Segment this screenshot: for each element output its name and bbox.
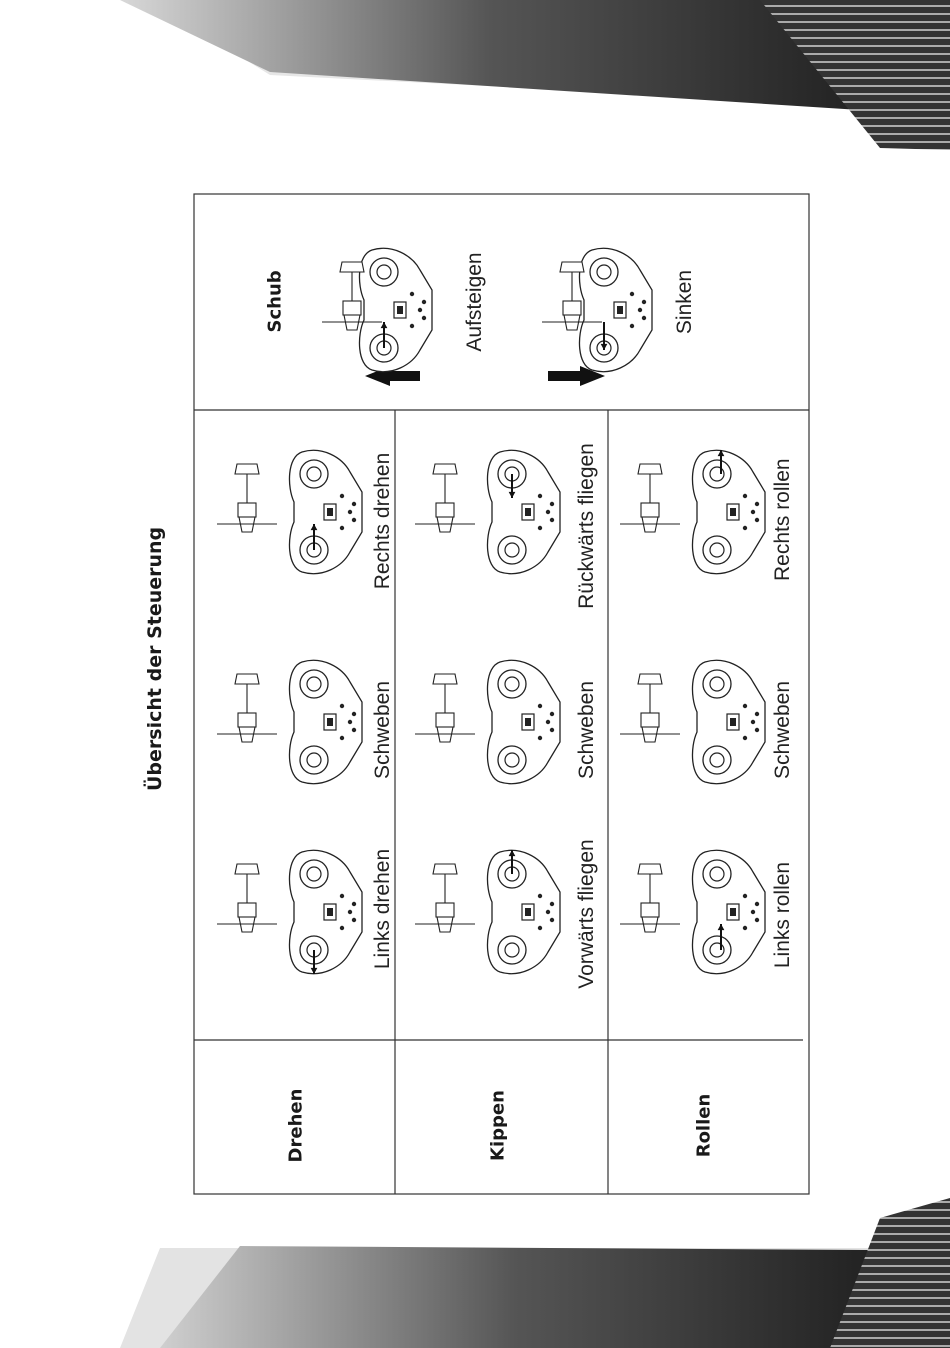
cell-label-rechts-drehen: Rechts drehen: [371, 452, 394, 590]
helicopter-icon-r3-c1: [620, 864, 680, 932]
thrust-up-label: Aufsteigen: [463, 252, 486, 352]
helicopter-icon-r1-c2: [217, 674, 277, 742]
controller-icon-r3-c3: [692, 450, 765, 574]
cell-label-links-drehen: Links drehen: [371, 848, 394, 970]
controller-icon-r3-c1: [692, 850, 765, 973]
thrust-up-controller: [359, 248, 432, 371]
cell-label-rechts-rollen: Rechts rollen: [771, 458, 794, 581]
cell-label-links-rollen: Links rollen: [771, 861, 794, 969]
row-heading-drehen: Drehen: [285, 1088, 307, 1163]
page-title: Übersicht der Steuerung: [144, 526, 166, 791]
cell-label-rueckwaerts-fliegen: Rückwärts fliegen: [575, 443, 598, 609]
controller-icon-r3-c2: [692, 660, 765, 783]
cell-label-schweben-3: Schweben: [771, 680, 794, 780]
thrust-down-label: Sinken: [673, 269, 696, 335]
cell-label-schweben-1: Schweben: [371, 680, 394, 780]
cell-label-schweben-2: Schweben: [575, 680, 598, 780]
helicopter-icon-r3-c3: [620, 464, 680, 532]
helicopter-icon-r1-c1: [217, 864, 277, 932]
helicopter-icon-r3-c2: [620, 674, 680, 742]
controller-icon-r1-c3: [289, 450, 362, 573]
thrust-down-controller: [579, 248, 652, 371]
row-heading-kippen: Kippen: [487, 1090, 509, 1161]
cell-label-vorwaerts-fliegen: Vorwärts fliegen: [575, 839, 598, 989]
thrust-heading: Schub: [264, 270, 286, 333]
controller-icon-r1-c1: [289, 850, 362, 974]
controller-icon-r2-c1: [487, 850, 560, 974]
helicopter-icon-r2-c3: [415, 464, 475, 532]
helicopter-icon-r1-c3: [217, 464, 277, 532]
row-heading-rollen: Rollen: [693, 1093, 715, 1158]
controller-icon-r1-c2: [289, 660, 362, 783]
helicopter-icon-r2-c2: [415, 674, 475, 742]
controller-icon-r2-c2: [487, 660, 560, 783]
helicopter-icon-r2-c1: [415, 864, 475, 932]
controller-icon-r2-c3: [487, 450, 560, 573]
